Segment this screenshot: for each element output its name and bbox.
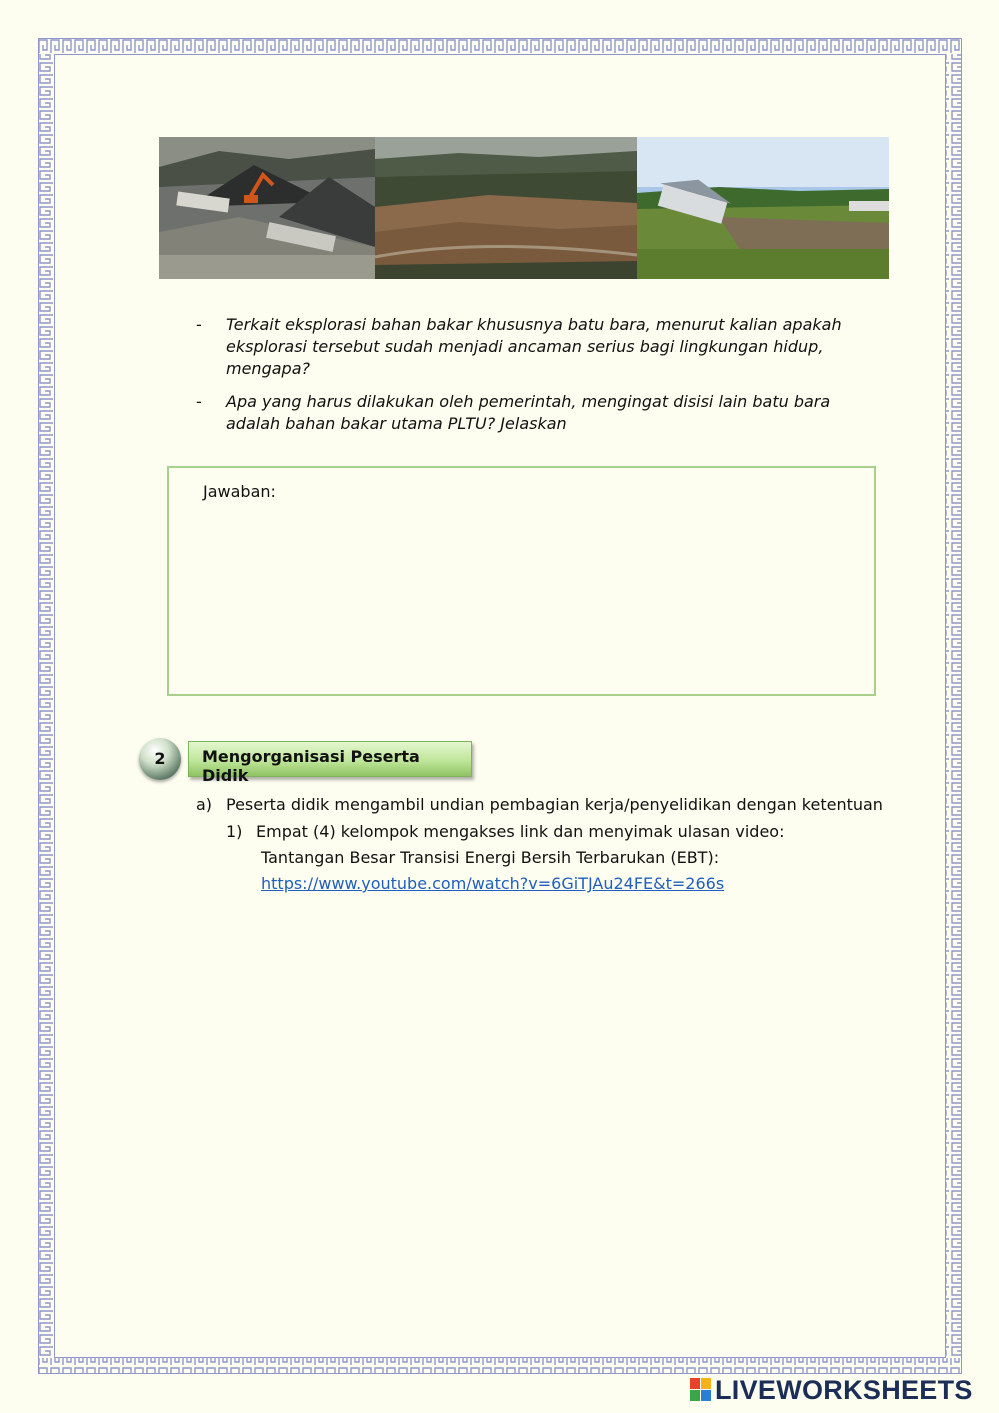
deforested-land-photo: [375, 137, 637, 279]
liveworksheets-logo-icon: [690, 1378, 712, 1402]
instruction-subitem-1: [226, 822, 784, 841]
question-text: Terkait eksplorasi bahan bakar khususnya batu bara, menurut kalian apakah eksplorasi tersebut sudah menjadi ancaman serius bagi lingkungan hidup, mengapa?: [226, 315, 842, 378]
section-title: Mengorganisasi Peserta Didik: [202, 747, 420, 785]
item-text: Empat (4) kelompok mengakses link dan menyimak ulasan video:: [256, 822, 785, 841]
question-item: [196, 391, 856, 435]
collapsed-house-photo: [637, 137, 889, 279]
border-right: [946, 54, 962, 1358]
answer-label: Jawaban:: [203, 482, 276, 501]
coal-mining-photo-strip: [159, 137, 889, 279]
video-title: Tantangan Besar Transisi Energi Bersih Terbarukan (EBT):: [261, 848, 720, 867]
item-marker: a): [196, 795, 213, 814]
border-left: [38, 54, 54, 1358]
border-bottom: [38, 1358, 962, 1374]
video-link[interactable]: https://www.youtube.com/watch?v=6GiTJAu24FE&t=266s: [261, 874, 725, 893]
section-number: 2: [154, 749, 166, 768]
item-marker: 1): [226, 822, 243, 841]
question-item: [196, 314, 856, 380]
liveworksheets-logo: [690, 1374, 990, 1406]
section-title-tab: [188, 741, 472, 785]
answer-box[interactable]: [167, 466, 876, 696]
section-number-badge: [139, 738, 181, 780]
instruction-item-a: [196, 795, 883, 814]
bullet-dash: -: [196, 392, 202, 411]
bullet-dash: -: [196, 315, 202, 334]
question-text: Apa yang harus dilakukan oleh pemerintah, mengingat disisi lain batu bara adalah bahan bakar utama PLTU? Jelaskan: [226, 392, 831, 433]
coal-mine-trucks-photo: [159, 137, 375, 279]
item-text: Peserta didik mengambil undian pembagian kerja/penyelidikan dengan ketentuan: [226, 795, 883, 814]
border-top: [38, 38, 962, 54]
question-list: [196, 314, 856, 446]
brand-name: LIVEWORKSHEETS: [715, 1374, 973, 1405]
